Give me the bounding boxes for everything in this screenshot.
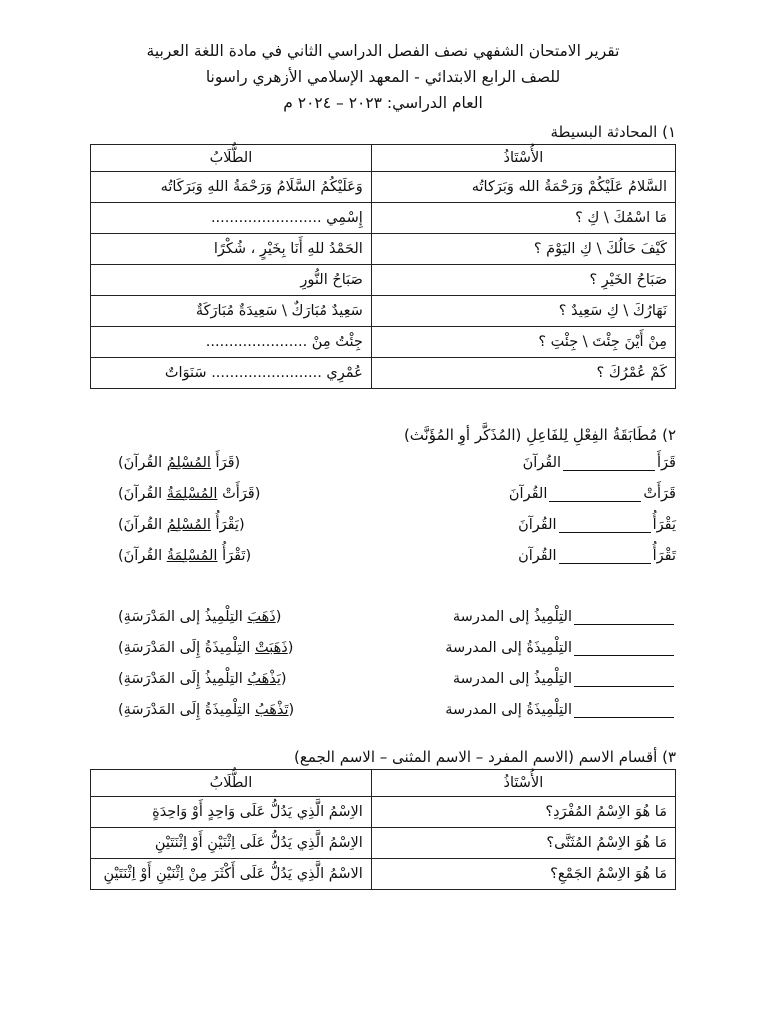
report-subtitle: للصف الرابع الابتدائي - المعهد الإسلامي الأزهري راسونا bbox=[205, 68, 561, 86]
exercise-prompt bbox=[456, 517, 676, 533]
answer-verb: يَذْهَبُ bbox=[247, 670, 281, 687]
answer-verb: تَذْهَبُ bbox=[254, 701, 289, 718]
student-answer: الاِسْمُ الَّذِي يَدُلُّ عَلَى وَاحِدٍ أَوْ وَاحِدَةٍ bbox=[91, 797, 372, 828]
table-header-row bbox=[91, 770, 676, 797]
table-row bbox=[91, 358, 676, 389]
table-header-row bbox=[91, 145, 676, 172]
section1-title: ١) المحادثة البسيطة bbox=[550, 123, 676, 141]
answer-prefix: (قَرَأَ bbox=[210, 454, 241, 471]
students-column-header: الطُّلَابُ bbox=[91, 145, 372, 172]
answer-suffix: التِلْمِيذَةُ إِلَى المَدْرَسَةِ) bbox=[118, 701, 255, 718]
exercise-row bbox=[90, 663, 676, 694]
answer-suffix: القُرآنَ) bbox=[118, 547, 167, 564]
answer-subject: المُسْلِمَةُ bbox=[166, 547, 218, 564]
student-answer: صَبَاحُ النُّورِ bbox=[91, 265, 372, 296]
student-answer: جِئْتُ مِنْ ...................... bbox=[91, 327, 372, 358]
teacher-question: السَّلامُ عَلَيْكُمْ وَرَحْمَةُ الله وَبَرَكاتُه bbox=[371, 172, 675, 203]
document-header bbox=[90, 38, 676, 116]
exercise-prompt bbox=[426, 640, 676, 656]
exercise-row bbox=[90, 478, 676, 509]
prompt-text: التِلْمِيذَةُ إلى المدرسة bbox=[445, 701, 572, 718]
answer-blank bbox=[574, 624, 674, 625]
prompt-text: التِلْمِيذَةُ إلى المدرسة bbox=[445, 639, 572, 656]
answer-blank bbox=[574, 655, 674, 656]
table-row bbox=[91, 172, 676, 203]
academic-year: العام الدراسي: ٢٠٢٣ – ٢٠٢٤ م bbox=[283, 94, 483, 112]
exercise-prompt bbox=[456, 548, 676, 564]
object: القُرآنَ bbox=[522, 454, 562, 471]
teacher-question: صَبَاحُ الخَيْرِ ؟ bbox=[371, 265, 675, 296]
object: القُرآن bbox=[518, 547, 557, 564]
student-answer: سَعِيدٌ مُبَارَكٌ \ سَعِيدَةٌ مُبَارَكَةٌ bbox=[91, 296, 372, 327]
answer-verb: ذَهَبَتْ bbox=[254, 639, 288, 656]
noun-types-rows bbox=[91, 797, 676, 890]
teacher-question: مَا اسْمُكَ \ كِ ؟ bbox=[371, 203, 675, 234]
document-page bbox=[90, 38, 676, 890]
answer-prefix: (يَقْرَأُ bbox=[210, 516, 245, 533]
answer-suffix: التِلْمِيذَةُ إِلَى المَدْرَسَةِ) bbox=[118, 639, 255, 656]
teacher-question: مَا هُوَ الاِسْمُ المُفْرَدِ؟ bbox=[371, 797, 675, 828]
prompt-text: التِلْمِيذُ إلى المدرسة bbox=[452, 608, 572, 625]
teacher-question: مَا هُوَ الاِسْمُ المُثَنَّى؟ bbox=[371, 828, 675, 859]
exercise-row bbox=[90, 447, 676, 478]
teacher-question: مَا هُوَ الاِسْمُ الجَمْعِ؟ bbox=[371, 859, 675, 890]
exercise-prompt bbox=[426, 609, 676, 625]
paren: ( bbox=[287, 639, 294, 656]
report-title: تقرير الامتحان الشفهي نصف الفصل الدراسي الثاني في مادة اللغة العربية bbox=[146, 42, 620, 60]
teacher-question: نَهَارُكَ \ كِ سَعِيدٌ ؟ bbox=[371, 296, 675, 327]
table-row bbox=[91, 203, 676, 234]
answer-blank bbox=[563, 470, 655, 471]
exercise-answer bbox=[118, 640, 293, 656]
answer-subject: المُسْلِمُ bbox=[166, 454, 211, 471]
table-row bbox=[91, 327, 676, 358]
exercise-answer bbox=[118, 548, 251, 564]
student-answer: وَعَلَيْكُمُ السَّلَامُ وَرَحْمَةُ اللهِ وَبَرَكَاتُه bbox=[91, 172, 372, 203]
teacher-column-header: الأُسْتَاذُ bbox=[371, 145, 675, 172]
paren: ( bbox=[288, 701, 295, 718]
answer-blank bbox=[559, 563, 651, 564]
section3-title: ٣) أقسام الاسم (الاسم المفرد – الاسم المثنى – الاسم الجمع) bbox=[294, 748, 676, 766]
answer-suffix: القُرآنَ) bbox=[118, 454, 167, 471]
verb-agreement-group-read bbox=[90, 447, 676, 571]
verb: قَرَأَتْ bbox=[643, 485, 676, 502]
exercise-row bbox=[90, 632, 676, 663]
answer-subject: المُسْلِمَةُ bbox=[166, 485, 218, 502]
verb: يَقْرَأُ bbox=[652, 516, 676, 533]
teacher-column-header: الأُسْتَاذُ bbox=[371, 770, 675, 797]
answer-suffix: القُرآنَ) bbox=[118, 485, 167, 502]
exercise-answer bbox=[118, 455, 240, 471]
exercise-answer bbox=[118, 486, 260, 502]
answer-blank bbox=[574, 686, 674, 687]
table-row bbox=[91, 265, 676, 296]
exercise-row bbox=[90, 601, 676, 632]
object: القُرآنَ bbox=[508, 485, 548, 502]
students-column-header: الطُّلَابُ bbox=[91, 770, 372, 797]
student-answer: الحَمْدُ للهِ أَنَا بِخَيْرٍ ، شُكْرًا bbox=[91, 234, 372, 265]
exercise-prompt bbox=[456, 455, 676, 471]
table-row bbox=[91, 859, 676, 890]
exercise-prompt bbox=[456, 486, 676, 502]
exercise-prompt bbox=[426, 671, 676, 687]
answer-blank bbox=[549, 501, 641, 502]
answer-subject: المُسْلِمُ bbox=[166, 516, 211, 533]
exercise-answer bbox=[118, 702, 294, 718]
paren: ( bbox=[275, 608, 282, 625]
answer-suffix: التِلْمِيذُ إلى المَدْرَسَةِ) bbox=[118, 608, 248, 625]
section2-title: ٢) مُطَابَقَةُ الفِعْلِ لِلفَاعِلِ (المُذَكَّر أوِ المُؤَنَّث) bbox=[403, 426, 676, 444]
verb-agreement-group-go bbox=[90, 601, 676, 725]
object: القُرآنَ bbox=[518, 516, 557, 533]
answer-prefix: (قَرَأَتْ bbox=[217, 485, 261, 502]
student-answer: الاسْمُ الَّذِي يَدُلُّ عَلَى أَكْثَرَ مِنْ اِثْنَيْنِ أَوْ اِثْنَتَيْنِ bbox=[91, 859, 372, 890]
answer-blank bbox=[574, 717, 674, 718]
exercise-answer bbox=[118, 609, 281, 625]
noun-types-table bbox=[90, 769, 676, 890]
answer-suffix: التِلْمِيذُ إِلَى المَدْرَسَةِ) bbox=[118, 670, 248, 687]
exercise-prompt bbox=[426, 702, 676, 718]
exercise-row bbox=[90, 540, 676, 571]
answer-suffix: القُرآنَ) bbox=[118, 516, 167, 533]
answer-prefix: (تَقْرَأُ bbox=[217, 547, 252, 564]
table-row bbox=[91, 828, 676, 859]
verb: تَقْرَأُ bbox=[652, 547, 676, 564]
exercise-answer bbox=[118, 517, 245, 533]
table-row bbox=[91, 296, 676, 327]
exercise-row bbox=[90, 509, 676, 540]
student-answer: الاِسْمُ الَّذِي يَدُلُّ عَلَى اِثْنَيْنِ أَوْ اِثْنَتَيْنِ bbox=[91, 828, 372, 859]
teacher-question: كَيْفَ حَالُكَ \ كِ اليَوْمَ ؟ bbox=[371, 234, 675, 265]
student-answer: عُمْرِي ........................ سَنَوَاتٌ bbox=[91, 358, 372, 389]
teacher-question: كَمْ عُمْرُكَ ؟ bbox=[371, 358, 675, 389]
table-row bbox=[91, 234, 676, 265]
answer-blank bbox=[559, 532, 651, 533]
prompt-text: التِلْمِيذُ إلى المدرسة bbox=[452, 670, 572, 687]
conversation-rows bbox=[91, 172, 676, 389]
answer-verb: ذَهَبَ bbox=[247, 608, 276, 625]
conversation-table bbox=[90, 144, 676, 389]
exercise-answer bbox=[118, 671, 287, 687]
verb: قَرَأَ bbox=[657, 454, 676, 471]
paren: ( bbox=[280, 670, 287, 687]
student-answer: إِسْمِي ........................ bbox=[91, 203, 372, 234]
exercise-row bbox=[90, 694, 676, 725]
teacher-question: مِنْ أَيْنَ جِئْتَ \ جِئْتِ ؟ bbox=[371, 327, 675, 358]
table-row bbox=[91, 797, 676, 828]
